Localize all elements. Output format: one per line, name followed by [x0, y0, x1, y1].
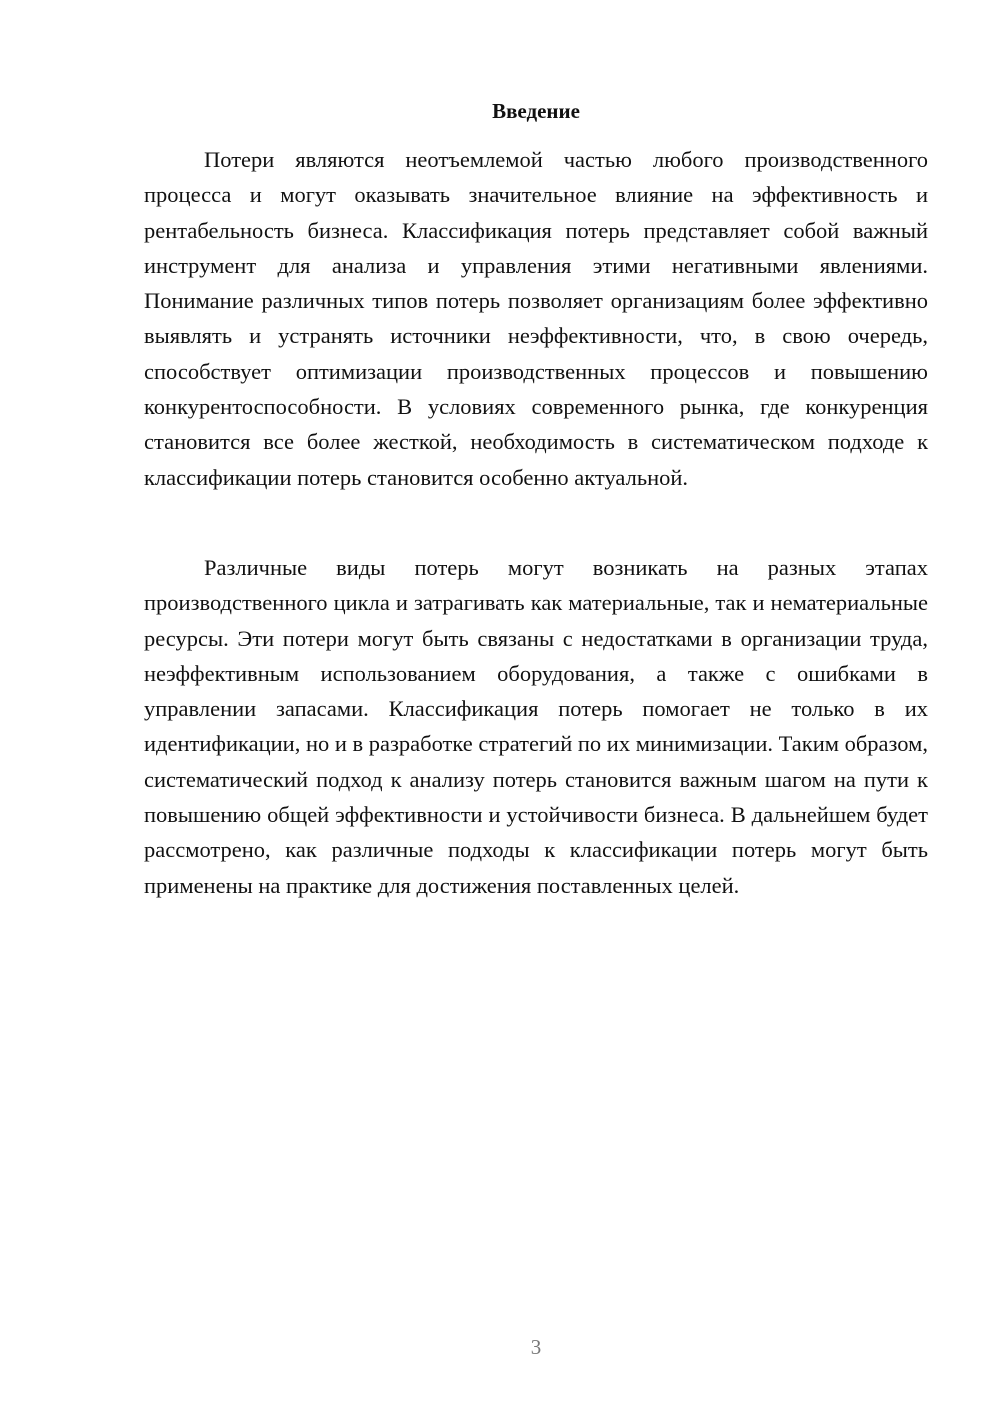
- page-title: Введение: [492, 99, 580, 123]
- paragraph-1: Потери являются неотъемлемой частью любого производственного процесса и могут оказывать значительное влияние на эффективность и рентабельность бизнеса. Классификация потерь представляет собой важный инструмент для анализа и управления этими негативными явлениями. Понимание различных типов потерь позволяет организациям более эффективно выявлять и устранять источники неэффективности, что, в свою очередь, способствует оптимизации производственных процессов и повышению конкурентоспособности. В условиях современного рынка, где конкуренция становится все более жесткой, необходимость в систематическом подходе к классификации потерь становится особенно актуальной.: [144, 147, 928, 490]
- page-number: 3: [530, 1335, 542, 1359]
- paragraph-2: Различные виды потерь могут возникать на разных этапах производственного цикла и затрагивать как материальные, так и нематериальные ресурсы. Эти потери могут быть связаны с недостатками в организации труда, неэффективным использованием оборудования, а также с ошибками в управлении запасами. Классификация потерь помогает не только в их идентификации, но и в разработке стратегий по их минимизации. Таким образом, систематический подход к анализу потерь становится важным шагом на пути к повышению общей эффективности и устойчивости бизнеса. В дальнейшем будет рассмотрено, как различные подходы к классификации потерь могут быть применены на практике для достижения поставленных целей.: [144, 555, 928, 898]
